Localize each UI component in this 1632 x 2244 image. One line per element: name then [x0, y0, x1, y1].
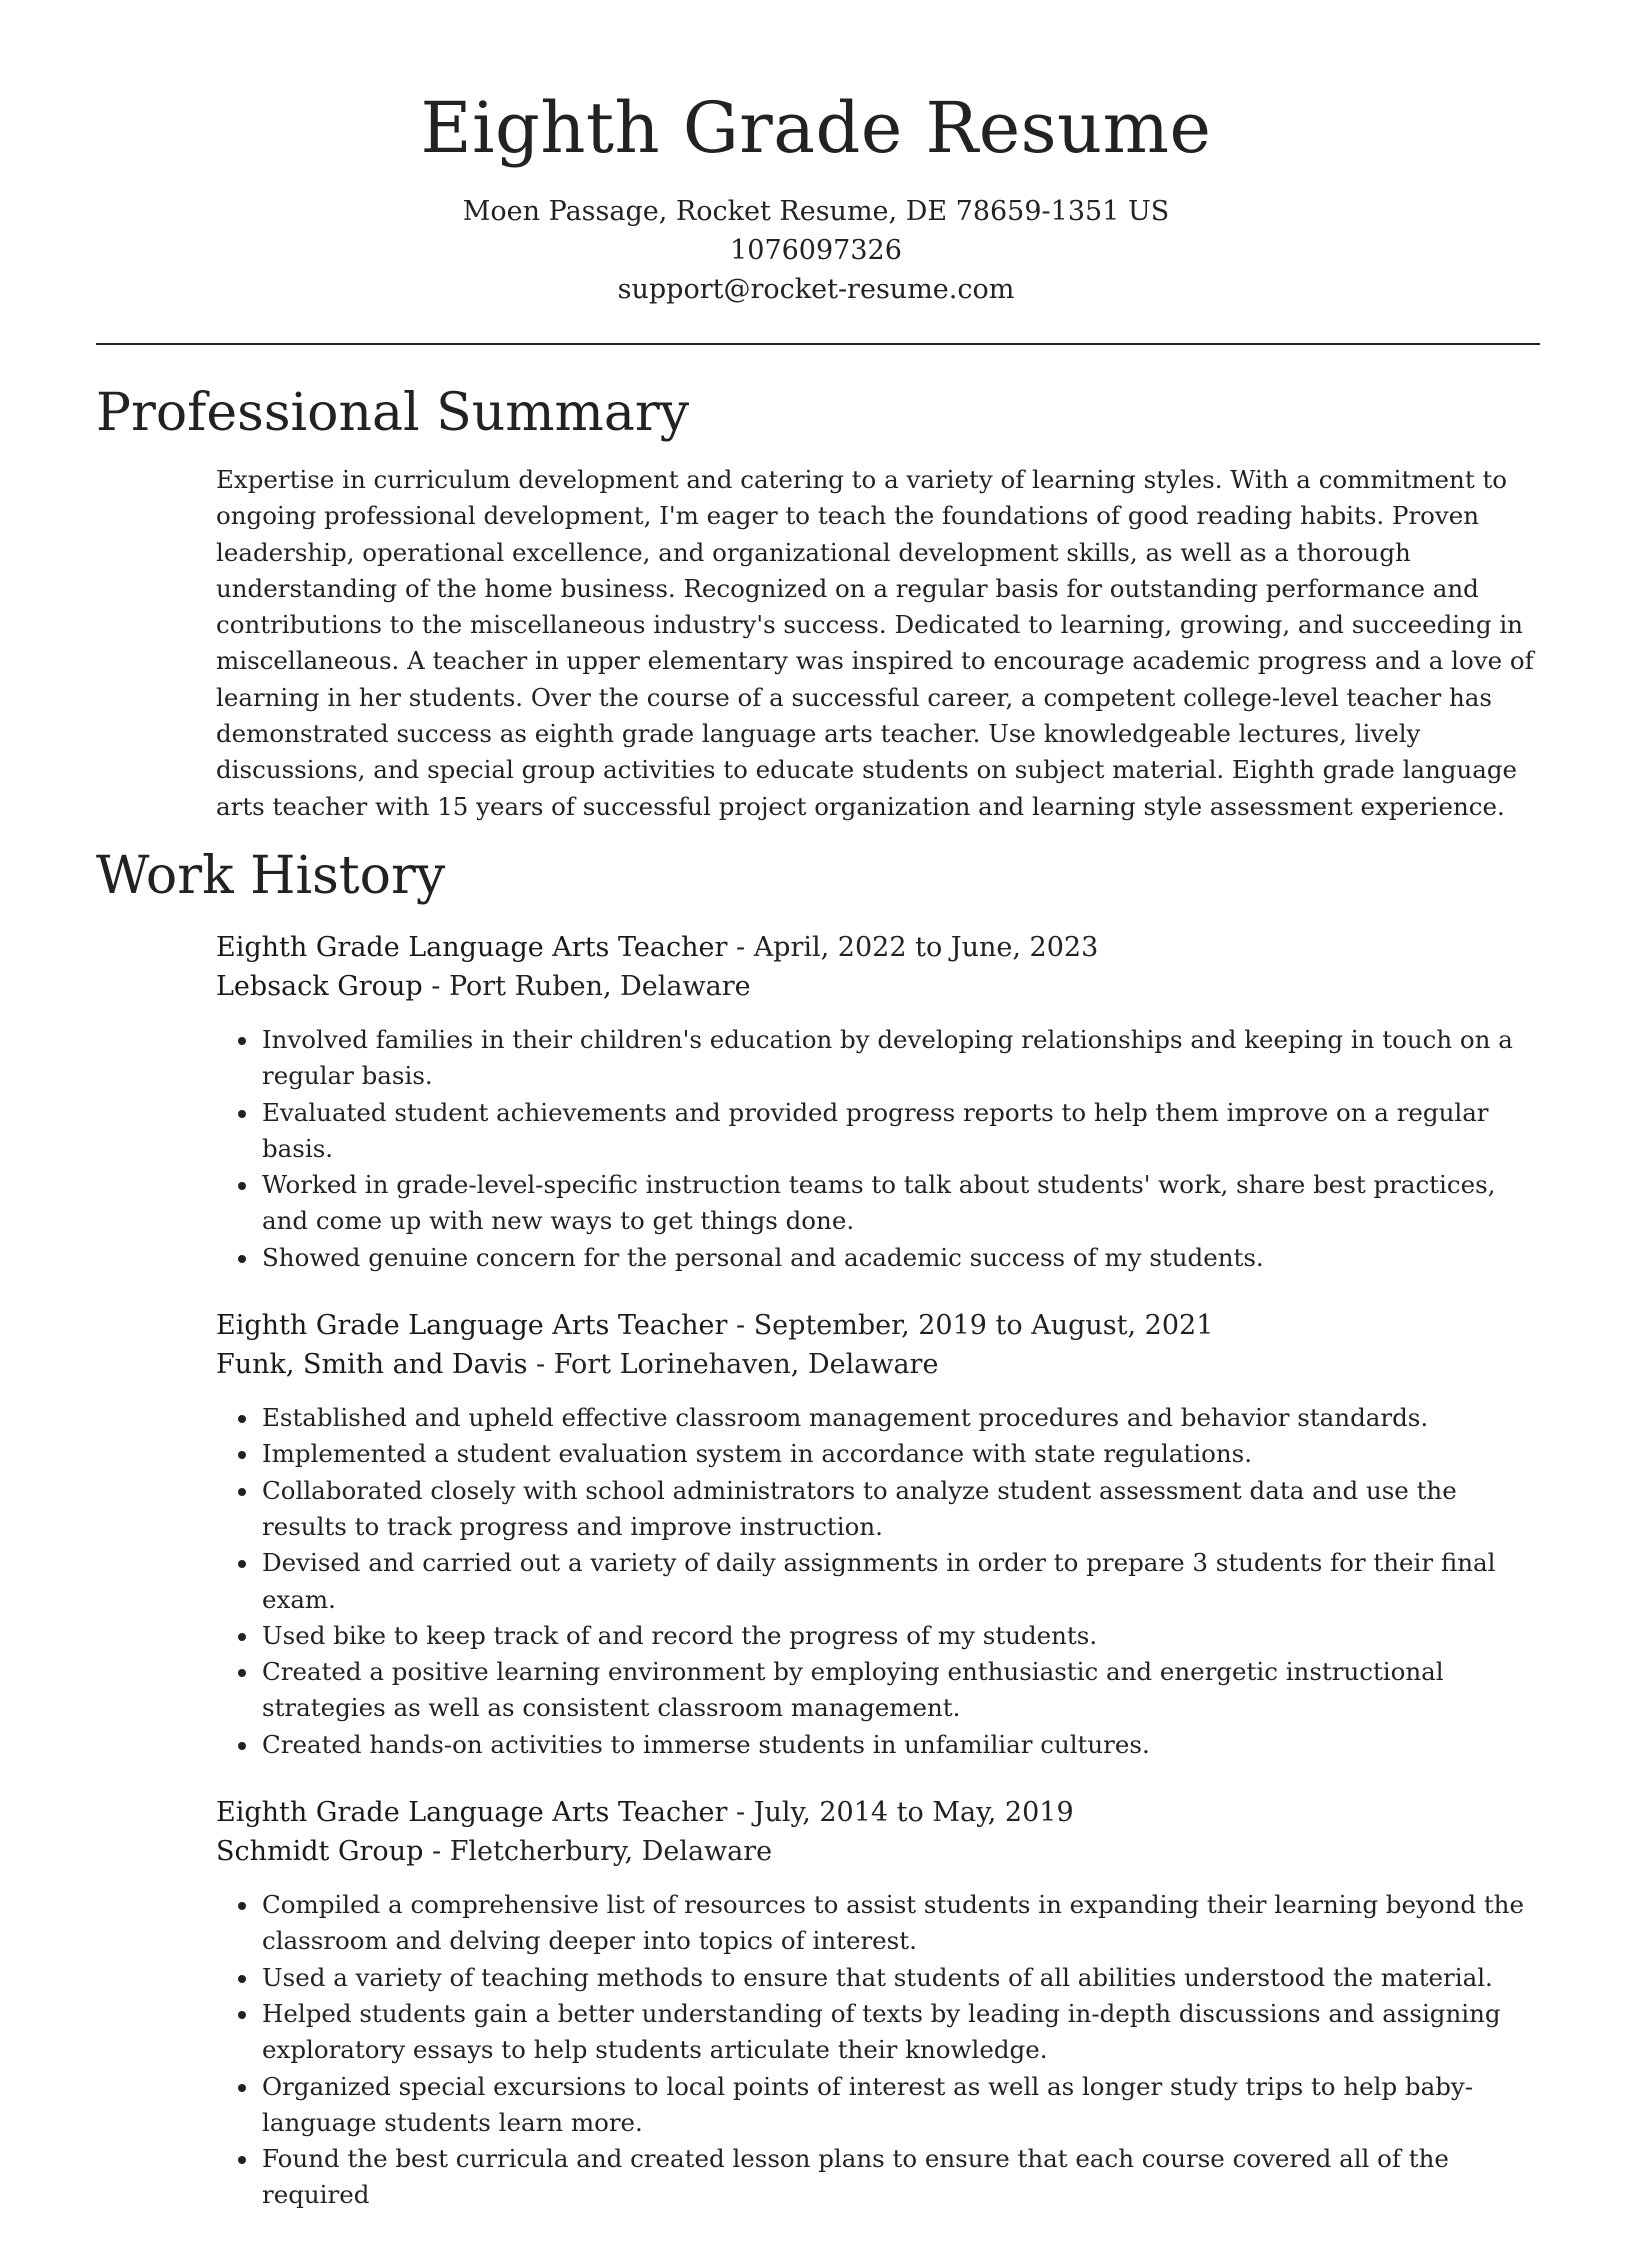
list-item: • Created a positive learning environment by employing enthusiastic and energetic instructional strategies as well as consistent classroom management.: [260, 1654, 1541, 1727]
list-item: • Involved families in their children's education by developing relationships and keeping in touch on a regular basis.: [260, 1022, 1541, 1095]
contact-phone: 1076097326: [730, 235, 902, 266]
work-history-heading: Work History: [96, 846, 446, 906]
job-title-line: [216, 1306, 1541, 1345]
job-entry: [216, 928, 1541, 1276]
job-location: Fletcherbury, Delaware: [449, 1836, 773, 1868]
job-title-line: [216, 928, 1541, 967]
resume-title: Eighth Grade Resume: [420, 87, 1212, 169]
list-item: • Worked in grade-level-specific instruction teams to talk about students' work, share best practices, and come up with new ways to get things done.: [260, 1167, 1541, 1240]
list-item: • Created hands-on activities to immerse students in unfamiliar cultures.: [260, 1727, 1541, 1763]
job-separator: -: [431, 971, 449, 1002]
list-item: • Collaborated closely with school administrators to analyze student assessment data and use the results to track progress and improve instruction.: [260, 1473, 1541, 1546]
job-dates: July, 2014 to May, 2019: [753, 1797, 1074, 1829]
job-location: Fort Lorinehaven, Delaware: [553, 1349, 939, 1381]
list-item: • Organized special excursions to local points of interest as well as longer study trips to help baby-language students learn more.: [260, 2069, 1541, 2142]
contact-address: Moen Passage, Rocket Resume, DE 78659-1351 US: [462, 196, 1170, 227]
job-company: Lebsack Group: [216, 971, 423, 1002]
job-dates: April, 2022 to June, 2023: [753, 932, 1099, 963]
list-item: • Used a variety of teaching methods to ensure that students of all abilities understood the material.: [260, 1960, 1541, 1996]
list-item: • Used bike to keep track of and record the progress of my students.: [260, 1618, 1541, 1654]
job-dates: September, 2019 to August, 2021: [753, 1310, 1214, 1342]
job-entry: [216, 1306, 1541, 1763]
job-bullets: [216, 1400, 1541, 1763]
job-company-line: [216, 967, 1541, 1006]
job-company: Schmidt Group: [216, 1836, 424, 1868]
list-item: • Evaluated student achievements and provided progress reports to help them improve on a regular basis.: [260, 1095, 1541, 1168]
job-entry: [216, 1793, 1541, 2214]
work-history-list: [216, 928, 1541, 2244]
list-item: • Established and upheld effective classroom management procedures and behavior standards.: [260, 1400, 1541, 1436]
contact-block: [0, 192, 1632, 309]
list-item: • Implemented a student evaluation system in accordance with state regulations.: [260, 1436, 1541, 1472]
job-role: Eighth Grade Language Arts Teacher: [216, 932, 728, 963]
job-title-line: [216, 1793, 1541, 1832]
resume-header: [0, 0, 1632, 309]
job-location: Port Ruben, Delaware: [448, 971, 751, 1002]
list-item: • Compiled a comprehensive list of resources to assist students in expanding their learning beyond the classroom and delving deeper into topics of interest.: [260, 1887, 1541, 1960]
summary-heading: Professional Summary: [96, 383, 690, 443]
job-role: Eighth Grade Language Arts Teacher: [216, 1797, 728, 1829]
job-separator: -: [536, 1349, 554, 1381]
job-bullets: [216, 1022, 1541, 1276]
job-separator: -: [735, 1310, 754, 1342]
list-item: • Devised and carried out a variety of daily assignments in order to prepare 3 students for their final exam.: [260, 1545, 1541, 1618]
list-item: • Helped students gain a better understanding of texts by leading in-depth discussions and assigning exploratory essays to help students articulate their knowledge.: [260, 1996, 1541, 2069]
job-company-line: [216, 1345, 1541, 1384]
job-bullets: [216, 1887, 1541, 2214]
job-separator: -: [431, 1836, 450, 1868]
contact-email: support@rocket-resume.com: [617, 274, 1015, 305]
list-item: • Showed genuine concern for the personal and academic success of my students.: [260, 1240, 1541, 1276]
list-item: • Found the best curricula and created lesson plans to ensure that each course covered all of the required: [260, 2141, 1541, 2214]
job-separator: -: [735, 1797, 754, 1829]
job-company-line: [216, 1832, 1541, 1871]
job-company: Funk, Smith and Davis: [216, 1349, 528, 1381]
header-divider: [96, 343, 1540, 345]
job-separator: -: [735, 932, 754, 963]
summary-text: Expertise in curriculum development and catering to a variety of learning styles. With a commitment to ongoing professional development, I'm eager to teach the foundations of good reading habits. Proven leadership, operational excellence, and organizational development skills, as well as a thorough understanding of the home business. Recognized on a regular basis for outstanding performance and contributions to the miscellaneous industry's success. Dedicated to learning, growing, and succeeding in miscellaneous. A teacher in upper elementary was inspired to encourage academic progress and a love of learning in her students. Over the course of a successful career, a competent college-level teacher has demonstrated success as eighth grade language arts teacher. Use knowledgeable lectures, lively discussions, and special group activities to educate students on subject material. Eighth grade language arts teacher with 15 years of successful project organization and learning style assessment experience.: [216, 465, 1534, 821]
job-role: Eighth Grade Language Arts Teacher: [216, 1310, 728, 1342]
